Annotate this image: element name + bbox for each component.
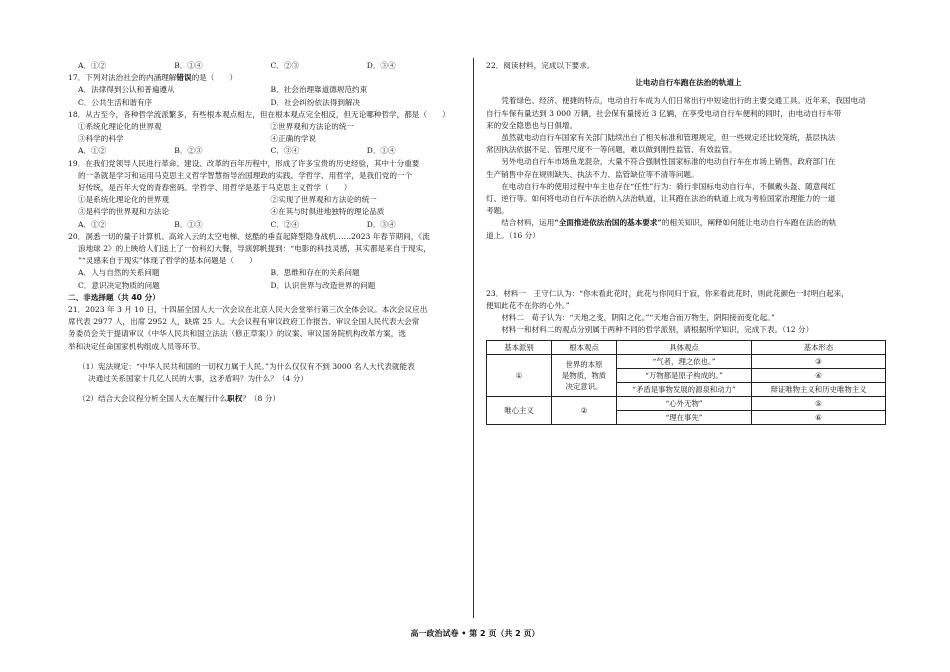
statement-item: ②实现了世界观和方法论的统一 (270, 195, 377, 205)
q17-options-row (68, 84, 463, 96)
paragraph-line: 考题。 (486, 206, 509, 216)
table-cell: “理在事先” (617, 410, 752, 424)
option-a: A．法律得到公认和普遍遵从 (78, 85, 175, 95)
philosophy-table (486, 340, 886, 425)
q20-stem-line: 20．洞悉一切的量子计算机、高耸入云的太空电梯、炫酷的垂直起降型隐身战机……2023 年春节期间，《流 (68, 231, 430, 241)
q21-stem-line: 21．2023 年 3 月 10 日，十四届全国人大一次会议在北京人民大会堂举行第三次全体会议。本次会议应出 (68, 305, 428, 315)
option-b: B．①③ (174, 219, 203, 229)
option-c: C．③④ (270, 146, 300, 156)
q19-stem-line: 的一条就是学习和运用马克思主义哲学智慧指导治国理政的实践。学哲学、用哲学，是我们党的一个 (78, 170, 413, 180)
q20-stem-line: 浪地球 2》的上映给人们送上了一份科幻大餐，导演郭帆提到：“电影的科技灵感，其实都是来自于现实， (78, 244, 431, 254)
q21-stem-line: 务委员会关于提请审议《中华人民共和国立法法（修正草案）》的议案、审议国务院机构改革方案，选 (68, 329, 406, 339)
q19-stem-line: 19．在我们党领导人民进行革命、建设、改革的百年历程中，形成了许多宝贵的历史经验，其中十分重要 (68, 158, 420, 168)
page-footer: 高一政治试卷 • 第 2 页（共 2 页） (410, 629, 540, 638)
paragraph-line: 虽然就电动自行车国家有关部门陆续出台了相关标准和管理规定，但一些规定还比较笼统，基层执法 (501, 133, 836, 143)
q22-task: 道上。（16 分） (486, 230, 540, 240)
option-a: A．①② (78, 219, 107, 229)
paragraph-line: 另外电动自行车市场鱼龙混杂，大量不符合强制性国家标准的电动自行车在市场上销售，政府部门在 (501, 157, 836, 167)
q23-material-1: 23．材料一 王守仁认为：“你未看此花时，此花与你同归于寂，你来看此花时，则此花颜色一时明白起来， (486, 288, 849, 298)
q20-stem-line: ”“灵感来自于现实”体现了哲学的基本问题是（ ） (78, 256, 257, 266)
option-d: D．认识世界与改造世界的问题 (270, 280, 376, 290)
statement-item: ③科学的科学 (78, 134, 124, 144)
statement-item: ①系统化理论化的世界观 (78, 122, 162, 132)
paragraph-line: 常因执法依据不足、管理尺度不一等问题，难以做到刚性监管、有效监管。 (486, 145, 737, 155)
table-cell: 世界的本原 是物质，物质 决定意识。 (552, 354, 617, 396)
q19-stem-line: 好传统，是百年大党的青春密码。学哲学、用哲学是基于马克思主义哲学（ ） (78, 183, 352, 193)
q22-task: 结合材料，运用“全面推进依法治国的基本要求”的相关知识，阐释如何能让电动自行车跑在法治的轨 (501, 218, 837, 228)
option-d: D．③④ (366, 61, 396, 70)
statement-item: ①是系统化理论化的世界观 (78, 195, 170, 205)
table-cell: “矛盾是事物发展的源泉和动力” (617, 382, 752, 396)
table-row (487, 396, 886, 410)
table-cell: ⑤ (752, 396, 886, 410)
option-d: D．社会纠纷依法得到解决 (270, 97, 361, 107)
q23-material-1: 便知此花不在你的心外。” (486, 301, 570, 311)
option-d: D．①④ (366, 146, 396, 156)
table-cell: 辩证唯物主义和历史唯物主义 (752, 382, 886, 396)
paragraph-line: 在电动自行车的使用过程中车主也存在“任性”行为：骑行非国标电动自行车、不佩戴头盔、随意闯红 (501, 181, 836, 191)
table-cell: “气者，理之依也。” (617, 354, 752, 368)
table-row (487, 354, 886, 368)
table-cell: ② (552, 396, 617, 424)
option-b: B．社会治理靠道德规范约束 (270, 85, 368, 95)
table-cell: “万物都是原子构成的。” (617, 368, 752, 382)
q21-subquestion-2: （2）结合大会议程分析全国人大在履行什么职权？（8 分） (78, 394, 280, 404)
option-a: A．①② (78, 61, 107, 70)
statement-item: ④正确的学说 (270, 134, 317, 144)
q18-items-row (68, 121, 463, 133)
paragraph-line: 生产销售中存在规则缺失、执法不力、监管缺位等不清等问题。 (486, 169, 699, 179)
table-cell: ③ (752, 354, 886, 368)
option-b: B．②③ (174, 146, 203, 156)
option-c: C．公共生活和谐有序 (78, 97, 153, 107)
q21-subquestion-1: 决通过关系国家十几亿人民的大事，这矛盾吗？为什么？（4 分） (88, 374, 308, 384)
statement-item: ④在其与时俱进地独特的理论品质 (270, 207, 385, 217)
q21-stem-line: 举和决定任命国家机构组成人员等环节。 (68, 341, 205, 351)
statement-item: ③是科学的世界观和方法论 (78, 207, 170, 217)
emphasis-text: 错误 (176, 73, 192, 83)
article-title: 让电动自行车跑在法治的轨道上 (635, 78, 742, 88)
table-cell: ① (487, 354, 552, 396)
table-header-row (487, 340, 886, 354)
table-cell: ④ (752, 368, 886, 382)
option-b: B．思维和存在的关系问题 (270, 268, 360, 278)
q18-stem: 18．从古至今，各种哲学流派繁多，有些根本观点相左，但在根本观点完全相反，但无论哪种哲学，都是（ ） (68, 109, 450, 119)
q17-stem: 17．下列对法治社会的内涵理解错误的是（ ） (68, 73, 238, 83)
option-c: C．②③ (270, 61, 300, 70)
q20-options-row (68, 267, 463, 279)
option-b: B．①④ (174, 61, 203, 70)
q16-options (68, 60, 463, 72)
q21-stem-line: 席代表 2977 人，出席 2952 人，缺席 25 人。大会议程有审议政府工作报告、审议全国人民代表大会常 (68, 317, 420, 327)
paragraph-line: 灯、逆行等。如何将电动自行车法治纳入法治轨道，让其跑在法治的轨道上成为考验国家治理能力的一道 (486, 194, 836, 204)
statement-item: ②世界观和方法论的统一 (270, 122, 355, 132)
table-cell: 唯心主义 (487, 396, 552, 424)
q18-items-row (68, 133, 463, 145)
q18-options (68, 145, 463, 157)
section-heading: 二、非选择题（共 40 分） (68, 292, 160, 302)
paragraph-line: 自行车保有量达到 3 000 万辆，社会保有量接近 3 亿辆，在享受电动自行车便利的同时，由电动自行车带 (486, 108, 842, 118)
table-header-cell: 根本观点 (552, 340, 617, 354)
option-c: C．②④ (270, 219, 300, 229)
option-a: A．①② (78, 146, 107, 156)
option-a: A．人与自然的关系问题 (78, 268, 160, 278)
option-c: C．意识决定物质的问题 (78, 280, 160, 290)
emphasis-text: “全面推进依法治国的基本要求” (554, 218, 662, 228)
q19-items-row (68, 206, 463, 218)
q19-options (68, 219, 463, 231)
table-header-cell: 基本形态 (752, 340, 886, 354)
emphasis-text: 职权 (227, 394, 243, 404)
q17-options-row (68, 97, 463, 109)
paragraph-line: 凭着绿色、经济、便捷的特点，电动自行车成为人们日常出行中短途出行的主要交通工具。近年来，我国电动 (501, 96, 866, 106)
left-column (68, 60, 463, 405)
table-cell: “心外无物” (617, 396, 752, 410)
paragraph-line: 来的安全隐患也与日俱增。 (486, 120, 578, 130)
q19-items-row (68, 194, 463, 206)
table-header-cell: 基本派别 (487, 340, 552, 354)
q22-intro: 22．阅读材料，完成以下要求。 (486, 61, 595, 70)
table-header-cell: 具体观点 (617, 340, 752, 354)
q21-subquestion-1: （1）宪法规定：“中华人民共和国的一切权力属于人民。”为什么仅仅有不到 3000 名人大代表就能表 (78, 361, 415, 371)
option-d: D．③④ (366, 219, 396, 229)
q23-material-2: 材料二 荀子认为：“天地之变，阴阳之化。”“天地合而万物生，阴阳接而变化起。” (501, 313, 775, 323)
q20-options-row (68, 280, 463, 292)
column-divider (473, 58, 474, 618)
table-cell: ⑥ (752, 410, 886, 424)
q23-task: 材料一和材料二的观点分别属于两种不同的哲学派别，请根据所学知识，完成下表。（12 分） (501, 325, 814, 335)
right-column (486, 60, 891, 425)
